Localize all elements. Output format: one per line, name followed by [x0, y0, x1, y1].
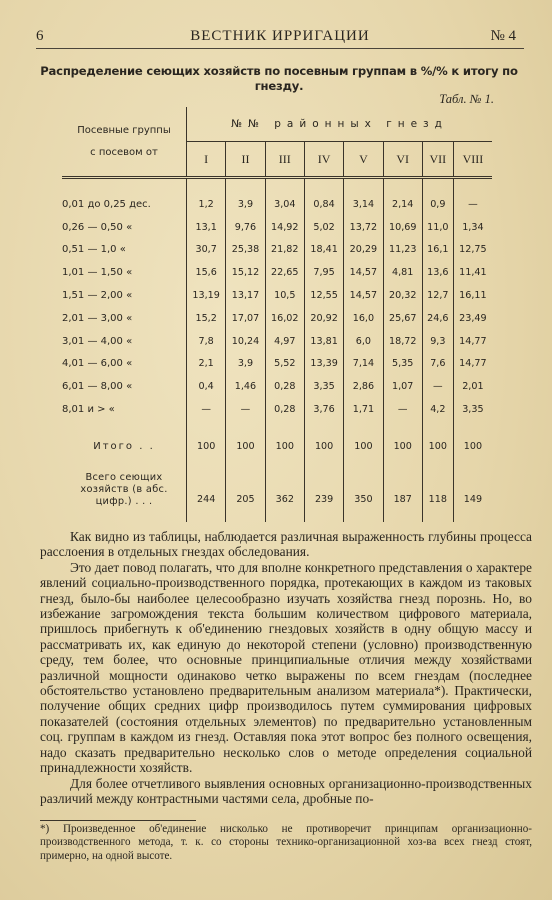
- table-cell: 10,69: [383, 216, 422, 239]
- total-cell: 149: [463, 494, 483, 506]
- sum-label: Итого . .: [62, 435, 187, 458]
- table-cell: 18,72: [383, 330, 422, 353]
- table-cell: —: [226, 398, 265, 421]
- row-label: 8,01 и > «: [62, 398, 187, 421]
- nest-column-header: VII: [422, 142, 453, 178]
- table-cell: 11,41: [459, 267, 487, 279]
- spacer-cell: [304, 421, 343, 435]
- row-label: 2,01 — 3,00 «: [62, 307, 187, 330]
- total-cell: 118: [422, 458, 453, 522]
- total-cell: 350: [344, 458, 383, 522]
- table-cell: 3,9: [226, 193, 265, 216]
- table-cell: 1,07: [383, 375, 422, 398]
- table-cell: —: [187, 398, 226, 421]
- table-cell: 25,38: [226, 239, 265, 262]
- row-label: 4,01 — 6,00 «: [62, 353, 187, 376]
- table-cell: 7,6: [422, 353, 453, 376]
- table-row: [62, 239, 492, 262]
- total-cell: 244: [187, 458, 226, 522]
- row-label: 0,01 до 0,25 дес.: [62, 193, 187, 216]
- running-header: [36, 28, 524, 49]
- data-table: [62, 107, 492, 522]
- row-label: 1,01 — 1,50 «: [62, 261, 187, 284]
- table-cell: 14,92: [265, 216, 304, 239]
- table-cell: 5,52: [265, 353, 304, 376]
- table-cell: 21,82: [265, 239, 304, 262]
- table-cell: 12,75: [459, 244, 487, 256]
- table-cell: 20,92: [304, 307, 343, 330]
- total-label: Всего сеющих хозяйств (в абс. цифр.) . . .: [62, 458, 187, 522]
- table-cell: 1,34: [462, 221, 484, 233]
- table-cell: 7,8: [187, 330, 226, 353]
- table-cell: 16,02: [265, 307, 304, 330]
- nest-column-header: VIII: [453, 142, 492, 178]
- spacer-cell: [344, 421, 383, 435]
- group-column-header: [62, 107, 187, 178]
- table-row: [62, 261, 492, 284]
- table-cell: 15,6: [187, 261, 226, 284]
- nest-column-header: IV: [304, 142, 343, 178]
- table-cell: 10,24: [226, 330, 265, 353]
- nest-column-header: II: [226, 142, 265, 178]
- table-cell: 9,3: [422, 330, 453, 353]
- spacer-cell: [422, 421, 453, 435]
- table-cell: 14,57: [344, 261, 383, 284]
- sum-cell: 100: [344, 435, 383, 458]
- table-cell: 0,28: [265, 398, 304, 421]
- row-label: 3,01 — 4,00 «: [62, 330, 187, 353]
- spacer-cell: [187, 421, 226, 435]
- table-cell: 20,32: [383, 284, 422, 307]
- total-cell: 362: [265, 458, 304, 522]
- sum-row: [62, 435, 492, 458]
- table-row: [62, 307, 492, 330]
- nest-column-header: V: [344, 142, 383, 178]
- table-cell: 2,1: [187, 353, 226, 376]
- table-cell: 30,7: [187, 239, 226, 262]
- table-row: [62, 193, 492, 216]
- group-header-line2: с посевом от: [90, 146, 158, 158]
- row-label: 0,51 — 1,0 «: [62, 239, 187, 262]
- table-cell: 3,76: [304, 398, 343, 421]
- table-cell: 13,17: [226, 284, 265, 307]
- sum-cell: 100: [226, 435, 265, 458]
- spacer-cell: [304, 178, 343, 194]
- sum-cell: 100: [463, 440, 483, 452]
- spacer-cell: [62, 178, 187, 194]
- spacer-cell: [383, 421, 422, 435]
- table-cell: 2,14: [383, 193, 422, 216]
- group-header-line1: Посевные группы: [77, 124, 171, 136]
- spacer-cell: [265, 178, 304, 194]
- row-label: 0,26 — 0,50 «: [62, 216, 187, 239]
- table-row: [62, 330, 492, 353]
- sum-cell: 100: [187, 435, 226, 458]
- spacer-cell: [422, 178, 453, 194]
- table-cell: 18,41: [304, 239, 343, 262]
- spacer-cell: [383, 178, 422, 194]
- table-cell: 12,7: [422, 284, 453, 307]
- page-number: 6: [36, 28, 44, 44]
- sum-cell: 100: [304, 435, 343, 458]
- table-cell: 3,04: [265, 193, 304, 216]
- table-cell: 24,6: [422, 307, 453, 330]
- table-cell: 3,9: [226, 353, 265, 376]
- table-cell: 16,0: [344, 307, 383, 330]
- spacer-cell: [453, 421, 492, 435]
- total-cell: 205: [226, 458, 265, 522]
- paragraph: Для более отчетливого выявления основных организационно-производственных различий между контрастными частями села, дробные по-: [40, 775, 532, 806]
- table-cell: 12,55: [304, 284, 343, 307]
- sum-cell: 100: [383, 435, 422, 458]
- row-label: 6,01 — 8,00 «: [62, 375, 187, 398]
- total-row: [62, 458, 492, 522]
- nest-column-header: VI: [383, 142, 422, 178]
- table-cell: 0,84: [304, 193, 343, 216]
- table-cell: 16,1: [422, 239, 453, 262]
- spacer-cell: [226, 421, 265, 435]
- table-cell: 9,76: [226, 216, 265, 239]
- table-cell: 7,95: [304, 261, 343, 284]
- table-cell: 17,07: [226, 307, 265, 330]
- table-cell: 13,39: [304, 353, 343, 376]
- issue-number: № 4: [490, 28, 516, 44]
- table-cell: 4,81: [383, 261, 422, 284]
- table-cell: 1,2: [187, 193, 226, 216]
- nest-column-header: III: [265, 142, 304, 178]
- table-row: [62, 353, 492, 376]
- table-cell: 15,12: [226, 261, 265, 284]
- table-cell: 22,65: [265, 261, 304, 284]
- table-row: [62, 284, 492, 307]
- body-text: [40, 529, 532, 806]
- table-cell: 13,81: [304, 330, 343, 353]
- table-cell: 7,14: [344, 353, 383, 376]
- journal-title: ВЕСТНИК ИРРИГАЦИИ: [190, 28, 370, 44]
- table-cell: 25,67: [383, 307, 422, 330]
- table-row: [62, 216, 492, 239]
- row-label: 1,51 — 2,00 «: [62, 284, 187, 307]
- table-cell: 20,29: [344, 239, 383, 262]
- table-cell: 10,5: [265, 284, 304, 307]
- table-cell: 23,49: [459, 312, 487, 324]
- sum-cell: 100: [422, 435, 453, 458]
- spacer-cell: [453, 178, 492, 194]
- table-cell: 5,35: [383, 353, 422, 376]
- nests-header: №№ районных гнезд: [187, 107, 493, 142]
- total-cell: 187: [383, 458, 422, 522]
- spacer-cell: [187, 178, 226, 194]
- footnote-divider: [40, 820, 196, 821]
- table-cell: 13,72: [344, 216, 383, 239]
- table-cell: 5,02: [304, 216, 343, 239]
- total-cell: 239: [304, 458, 343, 522]
- table-cell: 6,0: [344, 330, 383, 353]
- nest-column-header: I: [187, 142, 226, 178]
- table-cell: 0,4: [187, 375, 226, 398]
- table-cell: 16,11: [459, 290, 487, 302]
- table-cell: —: [422, 375, 453, 398]
- spacer-cell: [226, 178, 265, 194]
- table-cell: 0,28: [265, 375, 304, 398]
- paragraph: Это дает повод полагать, что для вполне конкретного представления о характере явлений социально-производственного порядка, протекающих в каждом из таковых гнезд, было-бы наиболее целесообразно изучать хозяйства гнезд порознь. Но, во избежание загромождения текста большим количеством цифрового материала, пришлось прибегнуть к об'единению гнездовых хозяйств в одну общую массу и рассматривать их, как единую до некоторой степени (условно) производственную среду, тем более, что основные принципиальные отличия между хозяйствами различной мощности одинаково четко выражены по всем гнездам (последнее обстоятельство установлено предварительным анализом материала*). Практически, получение общих средних цифр производилось путем суммирования цифровых показателей (состояния отдельных элементов) по предварительно установленным соц. группам в каждом из гнезд. Оставляя пока этот вопрос без полного освещения, надо сказать предварительно несколько слов о методе определения социальной принадлежности хозяйств.: [40, 559, 532, 776]
- table-label: Табл. № 1.: [439, 92, 494, 106]
- table-cell: 1,71: [344, 398, 383, 421]
- sum-cell: 100: [265, 435, 304, 458]
- table-cell: 13,19: [187, 284, 226, 307]
- table-cell: 13,1: [187, 216, 226, 239]
- spacer-cell: [62, 421, 187, 435]
- table-cell: 3,35: [304, 375, 343, 398]
- table-row: [62, 375, 492, 398]
- paragraph: Как видно из таблицы, наблюдается различная выраженность глубины процесса расслоения в отдельных гнездах обследования.: [40, 529, 532, 560]
- table-cell: 15,2: [187, 307, 226, 330]
- table-cell: 3,14: [344, 193, 383, 216]
- table-cell: 1,46: [226, 375, 265, 398]
- table-cell: 4,97: [265, 330, 304, 353]
- table-cell: 14,77: [459, 335, 487, 347]
- spacer-cell: [344, 178, 383, 194]
- table-cell: 11,23: [383, 239, 422, 262]
- table-cell: 2,01: [462, 381, 484, 393]
- table-cell: 0,9: [422, 193, 453, 216]
- table-cell: 13,6: [422, 261, 453, 284]
- table-cell: 3,35: [462, 404, 484, 416]
- spacer-cell: [265, 421, 304, 435]
- table-cell: 14,57: [344, 284, 383, 307]
- table-cell: 2,86: [344, 375, 383, 398]
- table-cell: 11,0: [422, 216, 453, 239]
- table-cell: 4,2: [422, 398, 453, 421]
- table-cell: —: [383, 398, 422, 421]
- table-title: Распределение сеющих хозяйств по посевным группам в %/% к итогу по гнезду.: [40, 64, 518, 93]
- table-cell: —: [468, 198, 478, 210]
- table-cell: 14,77: [459, 358, 487, 370]
- footnote: *) Произведенное об'единение нисколько не противоречит принципам организационно-производственного метода, т. к. со стороны технико-организационной хоз-ва всех гнезд стоят, примерно, на одной высоте.: [40, 823, 532, 862]
- table-row: [62, 398, 492, 421]
